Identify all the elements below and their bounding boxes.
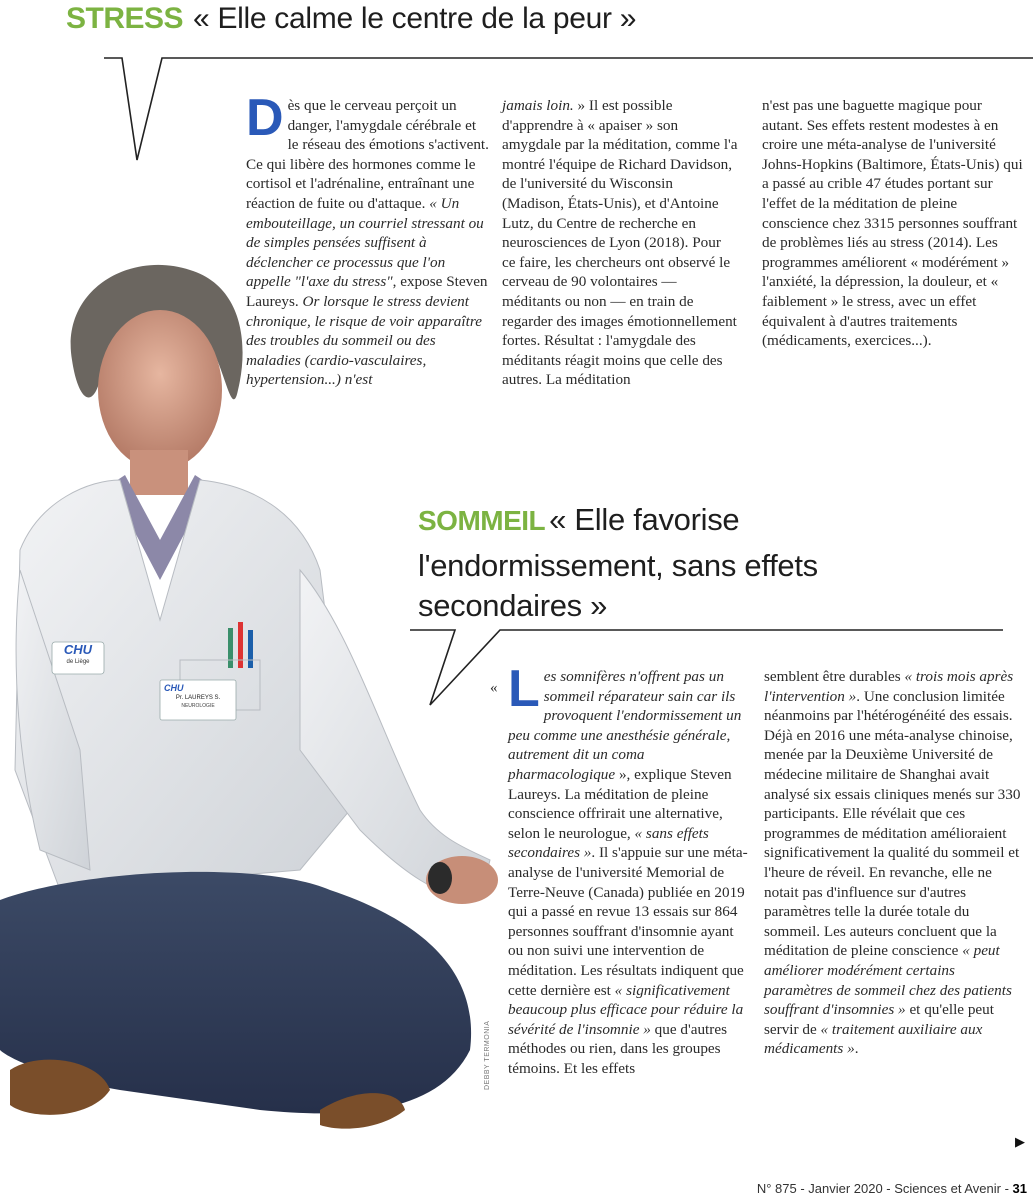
stress-col1-quote-1: « Un embouteillage, un courriel stressant ou de simples pensées suffisent à déclencher ce processus que l'on appelle "l'axe du stress" [246,194,484,291]
page-footer [757,1181,1027,1196]
sommeil-col1-quote-1: es somnifères n'offrent pas un sommeil réparateur sain car ils provoquent l'endormissement un peu comme une anesthésie générale, autrement dit un coma pharmacologique [508,668,742,783]
sommeil-col1-quote-3: « significativement beaucoup plus efficace pour réduire la sévérité de l'insomnie » [508,981,744,1038]
sommeil-headline-2: l'endormissement, sans effets [418,548,818,583]
sommeil-open-quote: « [490,680,498,696]
chu-badge-logo: CHU [63,642,93,657]
chu-badge-sub: de Liège [66,659,90,665]
sommeil-headline-3: secondaires » [418,588,608,623]
continue-arrow-icon: ▶ [1015,1135,1025,1150]
footer-page-number: 31 [1012,1181,1027,1196]
name-tag-logo: CHU [164,683,184,693]
stress-dropcap: D [246,89,284,147]
sommeil-kicker: SOMMEIL [418,505,546,536]
stress-kicker: STRESS [66,2,184,35]
sommeil-col2-quote-3: « traitement auxiliaire aux médicaments » [764,1020,983,1058]
name-tag-dept: NEUROLOGIE [181,703,215,709]
sommeil-col2-text-3: et qu'elle peut servir de [764,1001,994,1038]
sommeil-col2-text-1: semblent être durables [764,668,901,685]
sommeil-col1-text-2: . Il s'appuie sur une méta-analyse de l'université Memorial de Terre-Neuve (Canada) publiée en 2019 qui a passé en revue 13 essais sur 864 personnes souffrant d'insomnie ayant ou non suivi une intervention de méditation. Les résultats indiquent que cette dernière est [508,844,748,999]
stress-headline: « Elle calme le centre de la peur » [193,2,637,35]
sommeil-column-2 [764,667,1022,1059]
sommeil-headline-1: « Elle favorise [549,502,740,537]
stress-col1-text-1: ès que le cerveau perçoit un danger, l'amygdale cérébrale et le réseau des émotions s'activent. Ce qui libère des hormones comme le cortisol et l'adrénaline, entraînant une réaction de fuite ou d'attaque. [246,97,489,212]
stress-col1-quote-2: Or lorsque le stress devient chronique, le risque de voir apparaître des troubles du sommeil ou des maladies (cardio-vasculaires, hypertension...) n'est [246,292,482,389]
sommeil-col2-quote-2: « peut améliorer modérément certains paramètres de sommeil chez des patients souffrant d'insomnies » [764,942,1012,1019]
footer-issue: N° 875 - Janvier 2020 - Sciences et Avenir - [756,1181,1009,1196]
sommeil-column-1 [508,660,748,1078]
stress-col2-text: » Il est possible d'apprendre à « apaiser » son amygdale par la méditation, comme l'a montré l'équipe de Richard Davidson, de l'université du Wisconsin (Madison, États-Unis), et d'Antoine Lutz, du Centre de recherche en neurosciences de Lyon (2018). Pour ce faire, les chercheurs ont observé le cerveau de 90 volontaires — méditants ou non — en train de regarder des images émotionnellement fortes. Résultat : l'amygdale des méditants réagit moins que celle des autres. La méditation [502,97,738,389]
stress-col2-quote: jamais loin. [502,97,574,114]
sommeil-col1-text-1: », explique Steven Laureys. La méditation de pleine conscience offrirait une alternative, selon le neurologue, [508,765,732,842]
sommeil-col2-text-2: . Une conclusion limitée néanmoins par l'hétérogénéité des essais. Déjà en 2016 une méta-analyse chinoise, menée par la Deuxième Université de médecine militaire de Shanghai avait analysé six essais cliniques menés sur 330 participants. Elle révélait que ces programmes de méditation amélioraient significativement la qualité du sommeil et l'heure de réveil. En revanche, elle ne notait pas d'influence sur d'autres paramètres telle la durée totale du sommeil. Les auteurs concluent que la méditation de pleine conscience [764,687,1021,960]
sommeil-dropcap: L [508,660,540,718]
sommeil-col2-text-4: . [854,1040,859,1058]
stress-col1-text-2: , expose Steven Laureys. [246,273,488,310]
sommeil-col1-text-3: que d'autres méthodes ou rien, dans les groupes témoins. Et les effets [508,1020,727,1077]
sommeil-col2-quote-1: « trois mois après l'intervention » [764,668,1014,705]
name-tag-name: Pr. LAUREYS S. [175,695,221,701]
stress-col3-text: n'est pas une baguette magique pour autant. Ses effets restent modestes à en croire une méta-analyse de l'université Johns-Hopkins (Baltimore, États-Unis) qui a passé au crible 47 études portant sur l'effet de la méditation de pleine conscience chez 3315 personnes souffrant de problèmes liés au stress (2014). Les programmes améliorent « modérément » l'anxiété, la dépression, la douleur, et « faiblement » le stress, avec un effet équivalent à d'autres traitements (médicaments, exercices...). [762,97,1023,350]
photo-credit: DEBBY TERMONIA [484,1020,491,1090]
sommeil-col1-quote-2: « sans effets secondaires » [508,824,709,862]
